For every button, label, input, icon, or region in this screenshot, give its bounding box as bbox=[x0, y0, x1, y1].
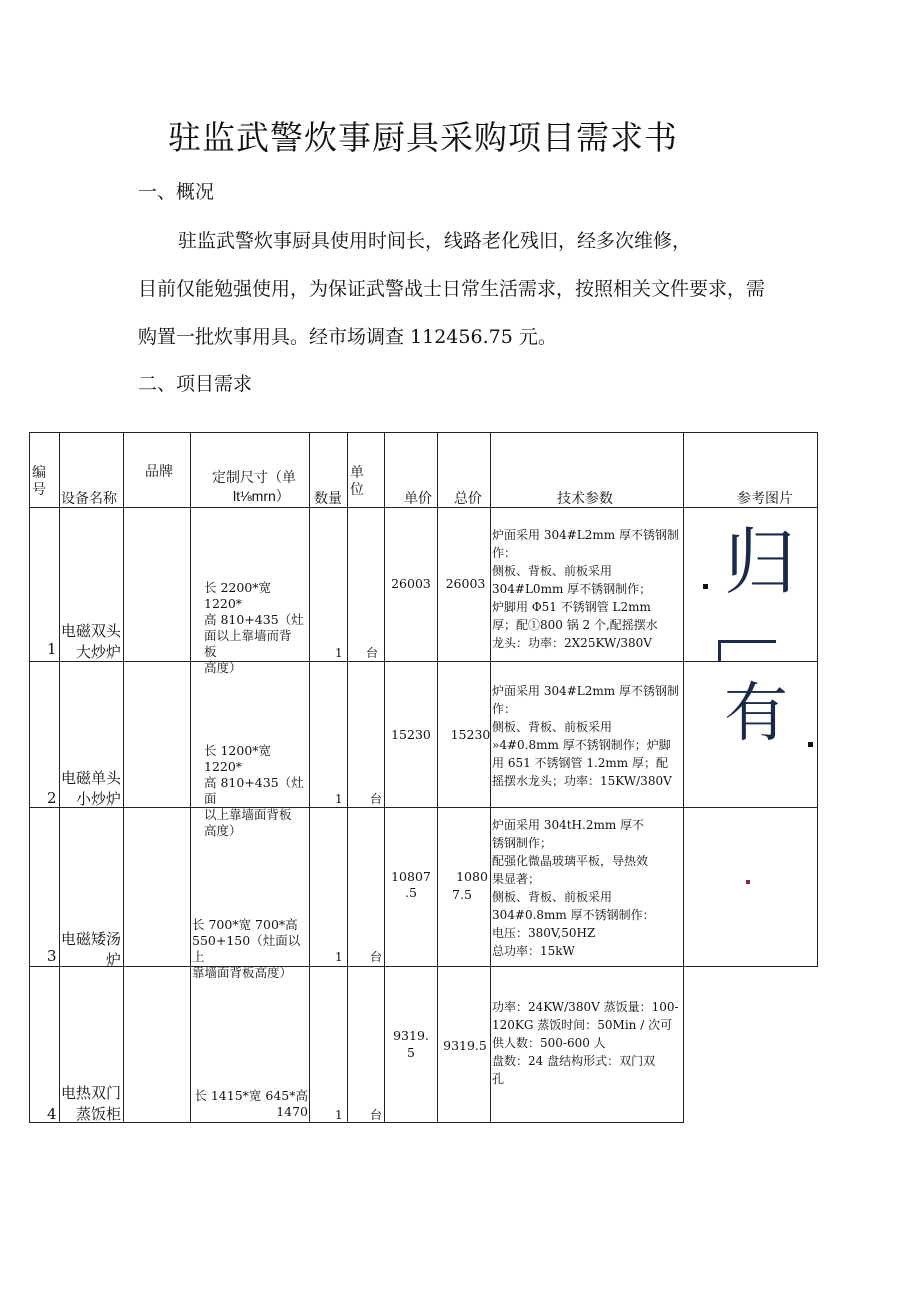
table-col-divider bbox=[123, 432, 124, 1123]
row-2-qty: 1 bbox=[335, 792, 343, 806]
row-2-name-line-2: 小炒炉 bbox=[75, 790, 121, 808]
row-1-total: 26003 bbox=[445, 576, 486, 591]
row-3-tech-specs: 炉面采用 304tH.2mm 厚不 锈钢制作； 配强化微晶玻璃平板，导热效 果显著； 侧板、背板、前板采用 304#0.8mm 厚不锈钢制作： 电压：380V,50HZ 总功率：15kW bbox=[492, 818, 655, 958]
row-1-tech-specs: 炉面采用 304#L2mm 厚不锈钢制 作： 侧板、背板、前板采用 304#L0mm 厚不锈钢制作； 炉脚用 Φ51 不锈钢管 L2mm 厚；配①800 锅 2 个,配摇摆水 龙头：功率：2X25KW/380V bbox=[492, 528, 679, 650]
row-1-name-line-1: 电磁双头 bbox=[61, 622, 122, 640]
header-price: 单价 bbox=[404, 490, 432, 506]
overview-paragraph-line-1: 驻监武警炊事厨具使用时间长，线路老化残旧，经多次维修， bbox=[178, 230, 692, 252]
table-col-divider bbox=[59, 432, 60, 1123]
table-col-divider bbox=[437, 432, 438, 1123]
row-3-qty: 1 bbox=[335, 950, 343, 964]
page-title: 驻监武警炊事厨具采购项目需求书 bbox=[168, 118, 678, 157]
header-name: 设备名称 bbox=[61, 490, 117, 506]
row-1-no: 1 bbox=[47, 640, 57, 658]
reference-image-dot bbox=[808, 742, 813, 747]
row-3-name-line-1: 电磁矮汤 bbox=[61, 930, 122, 948]
reference-image-fragment bbox=[718, 640, 776, 643]
header-brand: 品牌 bbox=[145, 463, 173, 479]
row-4-price-line-1: 9319. bbox=[393, 1028, 429, 1043]
header-total: 总价 bbox=[454, 490, 482, 506]
row-3-size: 长 700*宽 700*高 550+150（灶面以上 靠墙面背板高度） bbox=[192, 917, 301, 980]
row-3-total-line-2: 7.5 bbox=[452, 887, 472, 902]
row-2-price: 15230 bbox=[391, 727, 431, 742]
overview-paragraph-line-3: 购置一批炊事用具。经市场调查 112456.75 元。 bbox=[138, 326, 557, 348]
row-3-price-line-1: 10807 bbox=[391, 869, 431, 884]
header-qty: 数量 bbox=[314, 490, 342, 506]
reference-image-fragment bbox=[718, 640, 721, 661]
header-unit: 单位 bbox=[350, 464, 364, 497]
row-4-total: 9319.5 bbox=[443, 1038, 487, 1053]
row-1-qty: 1 bbox=[335, 646, 343, 660]
row-2-name-line-1: 电磁单头 bbox=[61, 769, 122, 787]
row-2-no: 2 bbox=[47, 789, 57, 807]
row-3-name-line-2: 炉 bbox=[105, 951, 121, 969]
row-1-reference-picture bbox=[684, 508, 817, 661]
header-size-line-1: 定制尺寸（单 bbox=[212, 469, 296, 485]
table-col-divider bbox=[347, 432, 348, 1123]
overview-paragraph-line-2: 目前仅能勉强使用，为保证武警战士日常生活需求，按照相关文件要求，需 bbox=[138, 278, 766, 300]
row-1-unit: 台 bbox=[366, 646, 379, 660]
section-heading-overview: 一、概况 bbox=[138, 181, 215, 203]
row-4-size: 长 1415*宽 645*高 1470 bbox=[194, 1088, 308, 1119]
row-2-tech-specs: 炉面采用 304#L2mm 厚不锈钢制 作： 侧板、背板、前板采用 »4#0.8mm 厚不锈钢制作；炉脚 用 651 不锈钢管 1.2mm 厚；配 摇摆水龙头；功率：15KW/380V bbox=[492, 684, 679, 788]
row-3-no: 3 bbox=[47, 947, 57, 965]
header-size-line-2: lt⅛mrn） bbox=[233, 488, 290, 504]
reference-image-dot bbox=[703, 584, 708, 589]
row-3-total-line-1: 1080 bbox=[456, 869, 488, 884]
row-4-no: 4 bbox=[47, 1105, 57, 1123]
table-row-divider bbox=[29, 807, 818, 808]
row-4-price-line-2: 5 bbox=[407, 1045, 415, 1060]
row-1-name-line-2: 大炒炉 bbox=[75, 643, 121, 661]
row-2-total: 15230 bbox=[450, 727, 491, 742]
table-col-divider bbox=[309, 432, 310, 1123]
row-4-name-line-2: 蒸饭柜 bbox=[75, 1105, 121, 1123]
table-col-divider bbox=[490, 432, 491, 1123]
row-4-unit: 台 bbox=[370, 1108, 383, 1122]
table-border-bottom bbox=[29, 1122, 684, 1123]
reference-image-glyph: 有 bbox=[724, 677, 788, 751]
header-tech: 技术参数 bbox=[557, 490, 613, 506]
row-3-price-line-2: .5 bbox=[405, 885, 417, 900]
row-4-name-line-1: 电热双门 bbox=[61, 1084, 122, 1102]
table-border-left bbox=[29, 432, 30, 1123]
table-col-divider bbox=[384, 432, 385, 1123]
header-no: 编号 bbox=[32, 464, 46, 497]
row-2-unit: 台 bbox=[370, 792, 383, 806]
row-2-size: 长 1200*宽 1220* 高 810+435（灶面 以上靠墙面背板 高度） bbox=[204, 743, 304, 838]
section-heading-requirements: 二、项目需求 bbox=[138, 373, 253, 395]
table-row-divider bbox=[29, 966, 818, 967]
row-1-size: 长 2200*宽 1220* 高 810+435（灶 面以上靠墙而背 板 高度） bbox=[204, 580, 304, 675]
row-4-qty: 1 bbox=[335, 1108, 343, 1122]
row-3-unit: 台 bbox=[370, 950, 383, 964]
row-4-tech-specs: 功率：24KW/380V 蒸饭量：100- 120KG 蒸饭时间：50Min / 次可 供人数：500-600 人 盘数：24 盘结构形式：双门双 孔 bbox=[492, 1000, 679, 1086]
row-1-price: 26003 bbox=[391, 576, 431, 591]
table-border-top bbox=[29, 432, 818, 433]
reference-image-glyph: 归 bbox=[724, 520, 797, 604]
header-pic: 参考图片 bbox=[737, 490, 793, 506]
table-col-divider bbox=[190, 432, 191, 1123]
row-3-reference-picture-mark bbox=[746, 880, 750, 884]
row-2-reference-picture bbox=[684, 662, 824, 807]
